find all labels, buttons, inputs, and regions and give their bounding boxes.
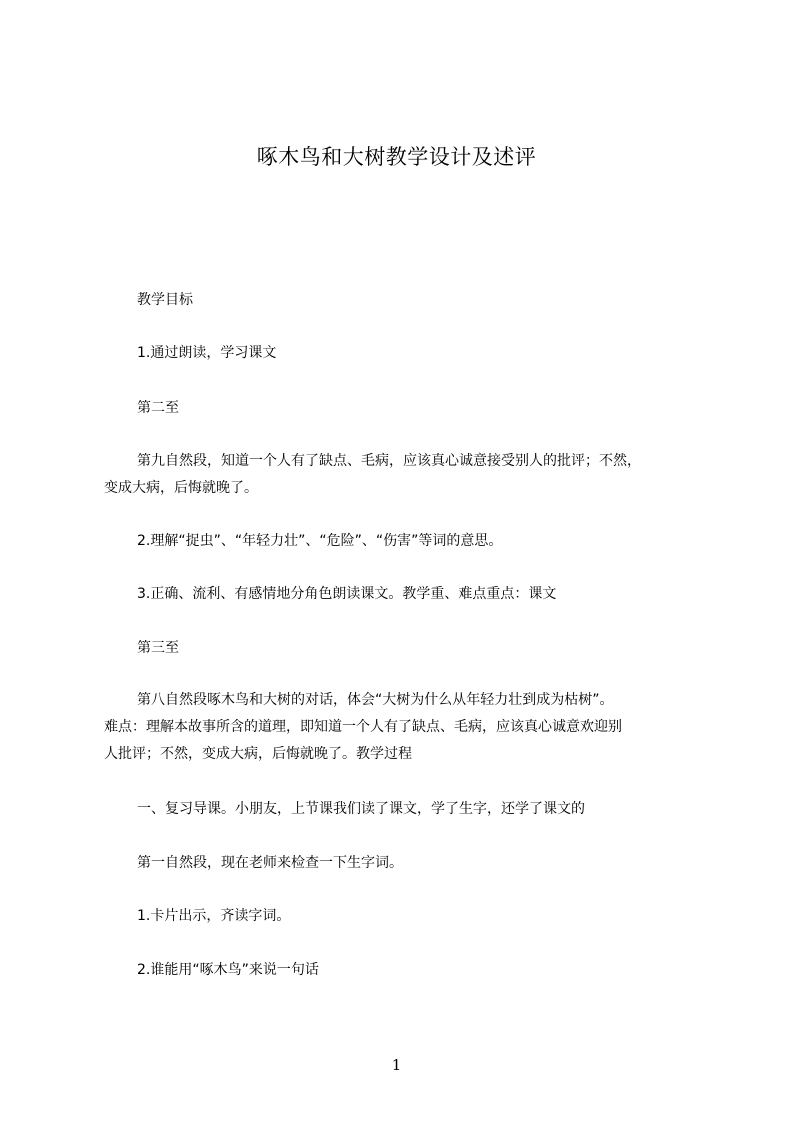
paragraph-goal-3: 3.正确、流利、有感情地分角色朗读课文。教学重、难点重点：课文 bbox=[137, 586, 557, 602]
paragraph-step-1: 1.卡片出示，齐读字词。 bbox=[137, 908, 291, 924]
paragraph-eighth-section: 第八自然段啄木鸟和大树的对话，体会“大树为什么从年轻力壮到成为枯树”。 bbox=[137, 692, 614, 708]
paragraph-first-section: 第一自然段，现在老师来检查一下生字词。 bbox=[137, 855, 403, 871]
page-number: 1 bbox=[391, 1056, 402, 1074]
paragraph-teaching-goals: 教学目标 bbox=[137, 292, 193, 308]
paragraph-step-2: 2.谁能用“啄木鸟”来说一句话 bbox=[137, 962, 319, 978]
paragraph-difficulty-cont: 人批评；不然，变成大病，后悔就晚了。教学过程 bbox=[104, 746, 412, 762]
paragraph-ninth-section-cont: 变成大病，后悔就晚了。 bbox=[104, 480, 258, 496]
paragraph-review: 一、复习导课。小朋友，上节课我们读了课文，学了生字，还学了课文的 bbox=[137, 801, 585, 817]
document-title: 啄木鸟和大树教学设计及述评 bbox=[256, 145, 537, 169]
paragraph-third-to: 第三至 bbox=[137, 640, 179, 656]
paragraph-ninth-section: 第九自然段，知道一个人有了缺点、毛病，应该真心诚意接受别人的批评；不然， bbox=[137, 453, 641, 469]
paragraph-goal-2: 2.理解“捉虫”、“年轻力壮”、“危险”、“伤害”等词的意思。 bbox=[137, 533, 503, 549]
paragraph-second-to: 第二至 bbox=[137, 400, 179, 416]
paragraph-difficulty: 难点：理解本故事所含的道理，即知道一个人有了缺点、毛病，应该真心诚意欢迎别 bbox=[104, 719, 622, 735]
paragraph-goal-1: 1.通过朗读，学习课文 bbox=[137, 345, 277, 361]
